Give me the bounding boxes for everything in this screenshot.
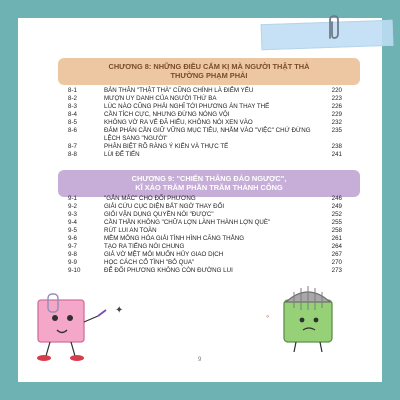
chapter-9-title-line-1: CHƯƠNG 9: "CHIẾN THẮNG ĐẢO NGƯỢC",: [131, 174, 287, 183]
toc-row: [68, 195, 342, 203]
toc-number: 8-7: [68, 143, 77, 150]
toc-number: 9-3: [68, 211, 77, 218]
alert-mark-icon: ◦: [266, 311, 270, 321]
toc-title: PHÂN BIỆT RÕ RÀNG Ý KIẾN VÀ THỰC TẾ: [104, 143, 229, 150]
toc-row: [68, 251, 342, 259]
toc-page: 238: [331, 143, 342, 150]
toc-row: [68, 95, 342, 103]
toc-number: 9-5: [68, 227, 77, 234]
toc-title: ĐẢM PHÁN CẦN GIỮ VỮNG MỤC TIÊU, NHẰM VÀO "VIỆC" CHỨ ĐỪNG LỆCH SANG "NGƯỜI": [104, 127, 311, 142]
toc-row: [68, 211, 342, 219]
toc-title: KHÔNG VỜ RA VẺ ĐÃ HIỂU, KHÔNG NÓI XEN VÀO: [104, 119, 253, 126]
chapter-8-header: [58, 58, 360, 85]
toc-title: LÙI ĐỂ TIẾN: [104, 151, 140, 158]
toc-row: [68, 103, 342, 111]
toc-number: 9-2: [68, 203, 77, 210]
toc-page: 223: [331, 95, 342, 102]
toc-title: CẦN THẦN KHÔNG "CHỮA LỢN LÀNH THÀNH LỢN QUÈ": [104, 219, 271, 226]
toc-row: [68, 151, 342, 159]
toc-page: 220: [331, 87, 342, 94]
toc-page: 226: [331, 103, 342, 110]
chapter-8-toc: [68, 87, 342, 159]
toc-row: [68, 87, 342, 95]
toc-row: [68, 267, 342, 275]
toc-page: 229: [331, 111, 342, 118]
sparkle-icon: ✦: [115, 305, 124, 316]
toc-page: 267: [331, 251, 342, 258]
toc-number: 8-2: [68, 95, 77, 102]
toc-page: 273: [331, 267, 342, 274]
toc-page: 232: [331, 119, 342, 126]
chapter-9-toc: [68, 195, 342, 275]
toc-title: MỀM MỎNG HÓA GIẢI TÌNH HÌNH CĂNG THẲNG: [104, 235, 245, 242]
toc-number: 9-8: [68, 251, 77, 258]
toc-page: 255: [331, 219, 342, 226]
paperclip-icon: [324, 14, 342, 42]
page-number: 9: [198, 357, 202, 363]
toc-title: "GẮN MÁC" CHO ĐỐI PHƯƠNG: [104, 195, 196, 202]
toc-page: 241: [331, 151, 342, 158]
chapter-8-title-line-1: CHƯƠNG 8: NHỮNG ĐIỀU CẤM KỊ MÀ NGƯỜI THẬT THÀ: [108, 62, 310, 71]
toc-page: 249: [331, 203, 342, 210]
toc-row: [68, 259, 342, 267]
toc-page: 261: [331, 235, 342, 242]
toc-number: 8-4: [68, 111, 77, 118]
toc-row: [68, 127, 342, 143]
chapter-9-title-line-2: KĨ XẢO TRĂM PHẦN TRĂM THÀNH CÔNG: [135, 183, 283, 193]
toc-page: 246: [331, 195, 342, 202]
toc-number: 8-1: [68, 87, 77, 94]
toc-row: [68, 143, 342, 151]
toc-title: GIẢ VỜ MỆT MỎI MUỐN HỦY GIAO DỊCH: [104, 251, 224, 258]
toc-number: 9-10: [68, 267, 81, 274]
toc-title: ĐỂ ĐỐI PHƯƠNG KHÔNG CÒN ĐƯỜNG LUI: [104, 267, 233, 274]
toc-row: [68, 203, 342, 211]
toc-number: 8-6: [68, 127, 77, 134]
toc-title: TẠO RA TIẾNG NÓI CHUNG: [104, 243, 185, 250]
toc-row: [68, 227, 342, 235]
toc-title: LÚC NÀO CŨNG PHẢI NGHĨ TỚI PHƯƠNG ÁN THAY THẾ: [104, 103, 270, 110]
toc-number: 8-8: [68, 151, 77, 158]
toc-number: 8-3: [68, 103, 77, 110]
pink-note-character-icon: [26, 292, 116, 364]
toc-row: [68, 119, 342, 127]
toc-page: 258: [331, 227, 342, 234]
toc-number: 9-6: [68, 235, 77, 242]
toc-title: GIẢI CỨU CỤC DIỆN BẤT NGỜ THAY ĐỔI: [104, 203, 225, 210]
toc-number: 9-9: [68, 259, 77, 266]
toc-page: 235: [331, 127, 342, 134]
chapter-8-title-line-2: THƯỜNG PHẠM PHẢI: [170, 71, 248, 81]
toc-row: [68, 235, 342, 243]
chapter-9-header: [58, 170, 360, 197]
toc-number: 9-7: [68, 243, 77, 250]
toc-page: 270: [331, 259, 342, 266]
toc-row: [68, 219, 342, 227]
toc-row: [68, 111, 342, 119]
toc-row: [68, 243, 342, 251]
toc-page: 252: [331, 211, 342, 218]
toc-title: CẦN TÍCH CỰC, NHƯNG ĐỪNG NÓNG VỘI: [104, 111, 230, 118]
toc-title: GIỎI VẬN DỤNG QUYỀN NÓI "ĐƯỢC": [104, 211, 214, 218]
toc-title: HỌC CÁCH CỔ TÌNH "BỎ QUA": [104, 259, 195, 266]
toc-number: 9-4: [68, 219, 77, 226]
toc-number: 9-1: [68, 195, 77, 202]
green-jar-character-icon: [276, 280, 346, 356]
toc-title: MƯỢN UY DANH CỦA NGƯỜI THỨ BA: [104, 95, 217, 102]
toc-page: 264: [331, 243, 342, 250]
toc-number: 8-5: [68, 119, 77, 126]
toc-title: RÚT LUI AN TOÀN: [104, 227, 157, 234]
toc-title: BẢN THÂN "THẬT THÀ" CŨNG CHÍNH LÀ ĐIỂM YẾU: [104, 87, 254, 94]
